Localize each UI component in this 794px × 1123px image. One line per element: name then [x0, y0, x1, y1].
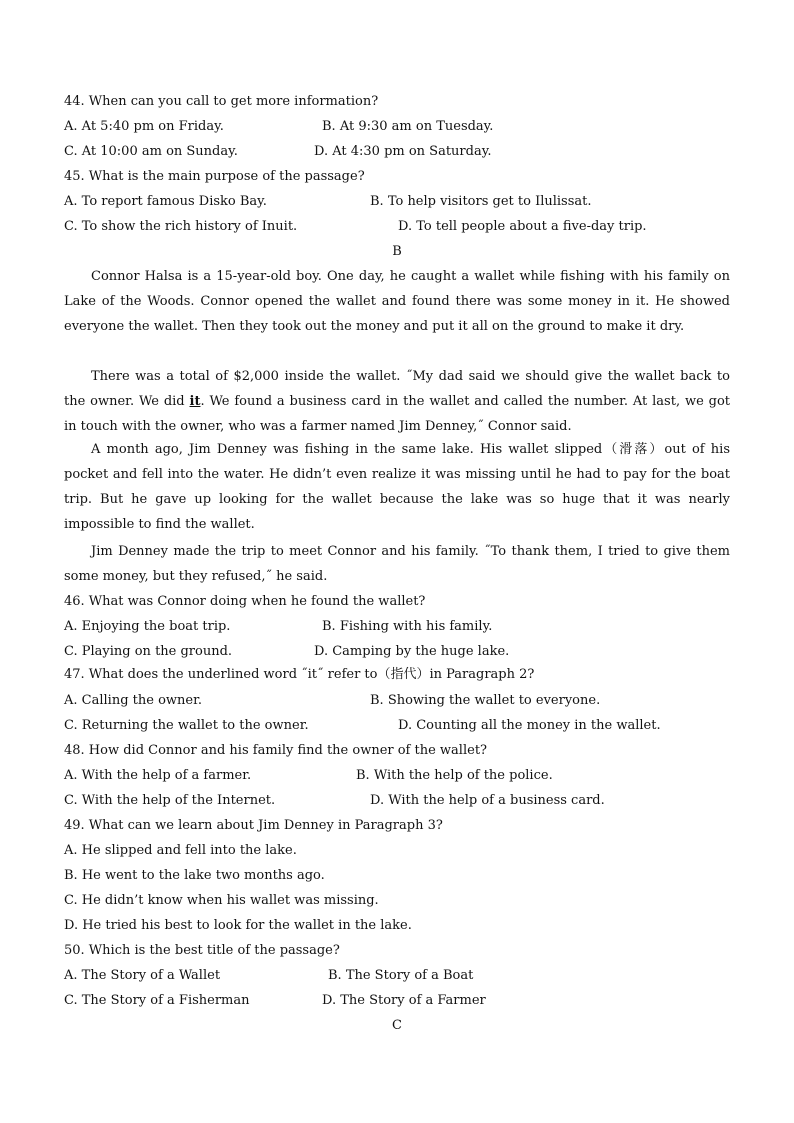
q50-option-a: A. The Story of a Wallet: [64, 968, 221, 983]
q48-option-b: B. With the help of the police.: [356, 768, 553, 783]
q50-option-c: C. The Story of a Fisherman: [64, 993, 250, 1008]
question-50: 50. Which is the best title of the passage?: [64, 943, 340, 958]
q49-option-b: B. He went to the lake two months ago.: [64, 868, 325, 883]
q46-option-b: B. Fishing with his family.: [322, 619, 493, 634]
q49-option-a: A. He slipped and fell into the lake.: [64, 843, 297, 858]
q46-option-c: C. Playing on the ground.: [64, 644, 233, 659]
q48-option-a: A. With the help of a farmer.: [64, 768, 252, 783]
q47-option-c: C. Returning the wallet to the owner.: [64, 718, 309, 733]
q44-option-d: D. At 4:30 pm on Saturday.: [314, 144, 492, 159]
q49-option-c: C. He didn’t know when his wallet was missing.: [64, 893, 379, 908]
q47-option-b: B. Showing the wallet to everyone.: [370, 693, 601, 708]
question-45: 45. What is the main purpose of the passage?: [64, 169, 365, 184]
question-46: 46. What was Connor doing when he found the wallet?: [64, 594, 426, 609]
question-48: 48. How did Connor and his family find the owner of the wallet?: [64, 743, 488, 758]
passage-paragraph-4: Jim Denney made the trip to meet Connor and his family. ˝To thank them, I tried to give them some money, but they refused,˝ he said.: [64, 544, 730, 584]
passage-paragraph-2: [64, 364, 730, 439]
q45-option-b: B. To help visitors get to Ilulissat.: [370, 194, 592, 209]
q50-option-d: D. The Story of a Farmer: [322, 993, 486, 1008]
q44-option-b: B. At 9:30 am on Tuesday.: [322, 119, 494, 134]
q50-option-b: B. The Story of a Boat: [328, 968, 474, 983]
q47-option-a: A. Calling the owner.: [64, 693, 203, 708]
paragraph-2-text-before: There was a total of $2,000 inside the wallet. ˝My dad said we should give the wallet back to the owner. We did: [64, 369, 730, 409]
section-b-heading: B: [392, 244, 402, 259]
question-47: 47. What does the underlined word ˝it˝ refer to（指代）in Paragraph 2?: [64, 667, 535, 682]
passage-paragraph-3: A month ago, Jim Denney was fishing in the same lake. His wallet slipped（滑落）out of his pocket and fell into the water. He didn’t even realize it was missing until he had to pay for the boat trip. But he gave up looking for the wallet because the lake was so huge that it was nearly impossible to find the wallet.: [64, 442, 730, 532]
q44-option-c: C. At 10:00 am on Sunday.: [64, 144, 238, 159]
underlined-word-it: it: [189, 394, 201, 409]
q46-option-d: D. Camping by the huge lake.: [314, 644, 510, 659]
q48-option-c: C. With the help of the Internet.: [64, 793, 276, 808]
paragraph-2-text-after: . We found a business card in the wallet and called the number. At last, we got in touch with the owner, who was a farmer named Jim Denney,˝ Connor said.: [64, 394, 731, 434]
q49-option-d: D. He tried his best to look for the wallet in the lake.: [64, 918, 412, 933]
question-49: 49. What can we learn about Jim Denney in Paragraph 3?: [64, 818, 443, 833]
q46-option-a: A. Enjoying the boat trip.: [64, 619, 231, 634]
section-c-heading: C: [392, 1018, 402, 1033]
q44-option-a: A. At 5:40 pm on Friday.: [64, 119, 224, 134]
q45-option-a: A. To report famous Disko Bay.: [64, 194, 267, 209]
q48-option-d: D. With the help of a business card.: [370, 793, 605, 808]
passage-paragraph-1: Connor Halsa is a 15-year-old boy. One day, he caught a wallet while fishing with his family on Lake of the Woods. Connor opened the wallet and found there was some money in it. He showed everyone the wallet. Then they took out the money and put it all on the ground to make it dry.: [64, 269, 730, 334]
question-44: 44. When can you call to get more information?: [64, 94, 379, 109]
q47-option-d: D. Counting all the money in the wallet.: [398, 718, 661, 733]
q45-option-d: D. To tell people about a five-day trip.: [398, 219, 647, 234]
q45-option-c: C. To show the rich history of Inuit.: [64, 219, 298, 234]
